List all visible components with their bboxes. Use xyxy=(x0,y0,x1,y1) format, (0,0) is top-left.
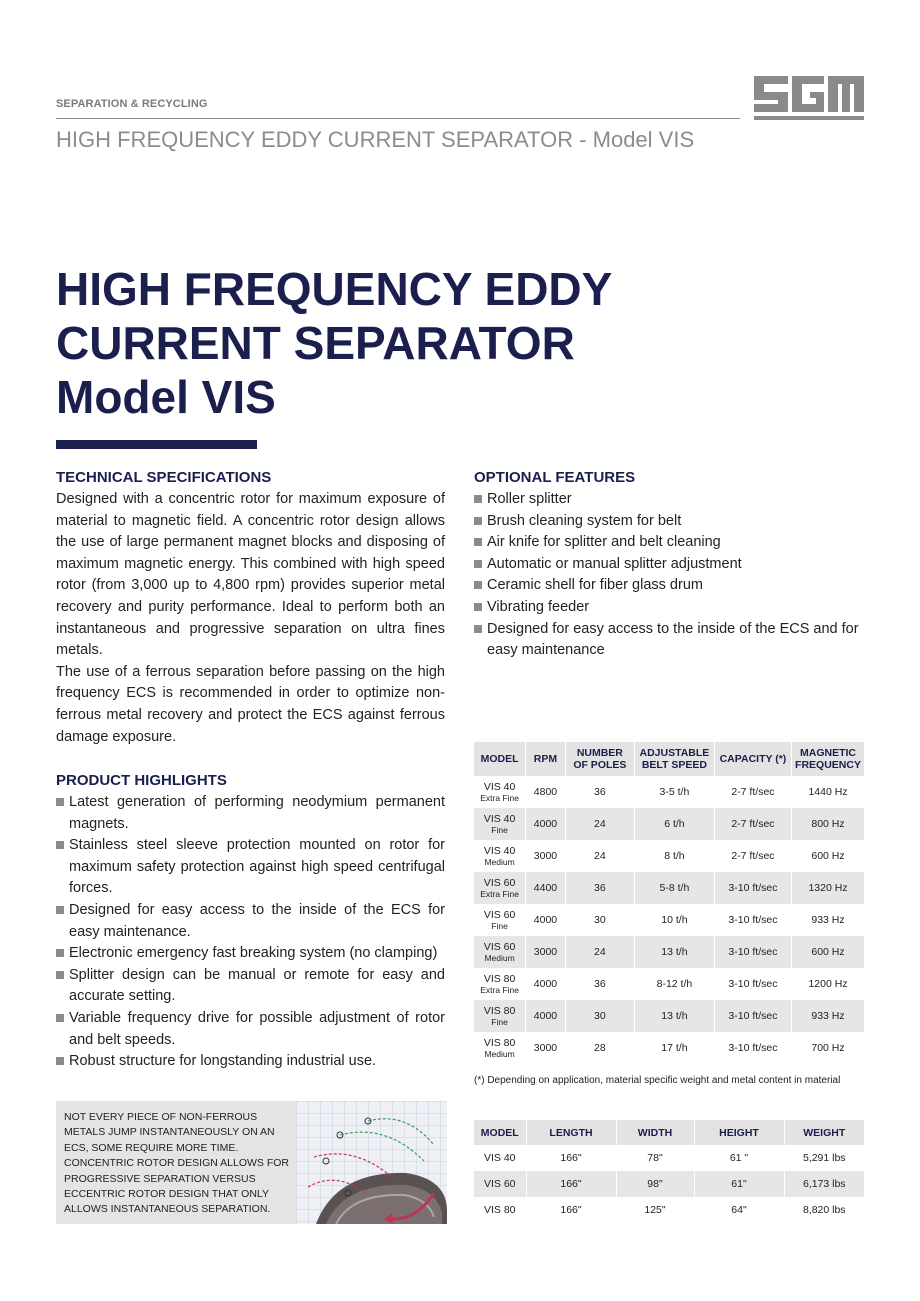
cell-rpm: 3000 xyxy=(526,1032,566,1064)
cell-poles: 30 xyxy=(565,904,634,936)
cell-frequency: 933 Hz xyxy=(792,904,864,936)
col-header-height: HEIGHT xyxy=(694,1120,784,1145)
cell-model: VIS 60 xyxy=(474,1171,526,1197)
list-item: Splitter design can be manual or remote for easy and accurate setting. xyxy=(56,965,445,1008)
table-row xyxy=(474,808,864,840)
cell-poles: 36 xyxy=(565,968,634,1000)
cell-capacity: 3-10 ft/sec xyxy=(714,936,791,968)
bullet-square-icon xyxy=(56,841,64,849)
bullet-square-icon xyxy=(56,906,64,914)
highlights-list xyxy=(56,792,445,1073)
sgm-logo xyxy=(754,74,866,122)
technical-text xyxy=(56,489,445,748)
bullet-square-icon xyxy=(474,603,482,611)
cell-model: VIS 80 Extra Fine xyxy=(480,972,519,995)
cell-model: VIS 40 Fine xyxy=(474,808,526,840)
bullet-square-icon xyxy=(474,625,482,633)
technical-para-2: The use of a ferrous separation before passing on the high frequency ECS is recommended in order to optimize non-ferrous metal recovery and protect the ECS against ferrous damage exposure. xyxy=(56,663,445,745)
col-header-belt-speed: ADJUSTABLE BELT SPEED xyxy=(634,742,714,776)
cell-width: 78" xyxy=(616,1145,694,1171)
cell-frequency: 933 Hz xyxy=(792,1000,864,1032)
section-category: SEPARATION & RECYCLING xyxy=(56,98,208,110)
cell-model: VIS 40 Extra Fine xyxy=(480,780,519,803)
cell-length: 166" xyxy=(526,1171,616,1197)
cell-poles: 36 xyxy=(565,776,634,808)
dimensions-table xyxy=(474,1120,864,1223)
list-item: Designed for easy access to the inside of the ECS and for easy maintenance xyxy=(474,619,866,662)
col-header-width: WIDTH xyxy=(616,1120,694,1145)
bullet-square-icon xyxy=(56,971,64,979)
cell-capacity: 3-10 ft/sec xyxy=(714,968,791,1000)
cell-belt-speed: 8-12 t/h xyxy=(634,968,714,1000)
cell-frequency: 800 Hz xyxy=(792,808,864,840)
cell-belt-speed: 17 t/h xyxy=(634,1032,714,1064)
highlights-heading: PRODUCT HIGHLIGHTS xyxy=(56,772,227,789)
col-header-model: MODEL xyxy=(474,742,526,776)
table-row xyxy=(474,840,864,872)
table-row xyxy=(474,776,864,808)
bullet-square-icon xyxy=(56,1014,64,1022)
table-row xyxy=(474,1000,864,1032)
cell-belt-speed: 13 t/h xyxy=(634,1000,714,1032)
cell-rpm: 4000 xyxy=(526,904,566,936)
cell-weight: 8,820 lbs xyxy=(784,1197,864,1223)
optional-list xyxy=(474,489,866,662)
list-item: Stainless steel sleeve protection mounted on rotor for maximum safety protection against high speed centrifugal forces. xyxy=(56,835,445,900)
list-item: Latest generation of performing neodymium permanent magnets. xyxy=(56,792,445,835)
cell-rpm: 4400 xyxy=(526,872,566,904)
cell-model: VIS 60 Fine xyxy=(483,908,516,931)
list-item: Electronic emergency fast breaking system (no clamping) xyxy=(56,943,445,965)
list-item: Variable frequency drive for possible adjustment of rotor and belt speeds. xyxy=(56,1008,445,1051)
cell-rpm: 3000 xyxy=(526,936,566,968)
cell-belt-speed: 8 t/h xyxy=(634,840,714,872)
col-header-capacity: CAPACITY (*) xyxy=(714,742,791,776)
cell-frequency: 600 Hz xyxy=(792,936,864,968)
title-line-3: Model VIS xyxy=(56,371,276,423)
cell-poles: 36 xyxy=(565,872,634,904)
cell-poles: 24 xyxy=(565,936,634,968)
title-line-2: CURRENT SEPARATOR xyxy=(56,317,575,369)
cell-model: VIS 40 Medium xyxy=(483,844,516,867)
cell-belt-speed: 5-8 t/h xyxy=(634,872,714,904)
cell-poles: 24 xyxy=(565,808,634,840)
cell-height: 61 " xyxy=(694,1145,784,1171)
list-item: Brush cleaning system for belt xyxy=(474,511,866,533)
list-item: Designed for easy access to the inside of the ECS for easy maintenance. xyxy=(56,900,445,943)
table-row xyxy=(474,936,864,968)
cell-capacity: 2-7 ft/sec xyxy=(714,808,791,840)
table-row xyxy=(474,1032,864,1064)
separation-diagram-image xyxy=(296,1101,447,1224)
cell-belt-speed: 10 t/h xyxy=(634,904,714,936)
title-underline xyxy=(56,440,257,449)
table-row xyxy=(474,1197,864,1223)
cell-frequency: 700 Hz xyxy=(792,1032,864,1064)
list-item: Roller splitter xyxy=(474,489,866,511)
cell-rpm: 4800 xyxy=(526,776,566,808)
cell-frequency: 1440 Hz xyxy=(792,776,864,808)
col-header-poles: NUMBER OF POLES xyxy=(565,742,634,776)
cell-weight: 5,291 lbs xyxy=(784,1145,864,1171)
cell-model: VIS 60 Extra Fine xyxy=(474,872,526,904)
capacity-footnote: (*) Depending on application, material specific weight and metal content in material xyxy=(474,1075,841,1086)
cell-poles: 24 xyxy=(565,840,634,872)
cell-width: 98" xyxy=(616,1171,694,1197)
bullet-square-icon xyxy=(56,1057,64,1065)
header-divider xyxy=(56,118,740,119)
callout-text: NOT EVERY PIECE OF NON-FERROUS METALS JUMP INSTANTANEOUSLY ON AN ECS, SOME REQUIRE MORE TIME. CONCENTRIC ROTOR DESIGN ALLOWS FOR PROGRESSIVE SEPARATION VERSUS ECCENTRIC ROTOR DESIGN THAT ONLY ALLOWS INSTANTANEOUS SEPARATION. xyxy=(64,1111,289,1216)
bullet-square-icon xyxy=(474,581,482,589)
col-header-frequency: MAGNETIC FREQUENCY xyxy=(792,742,864,776)
cell-height: 61" xyxy=(694,1171,784,1197)
list-item: Vibrating feeder xyxy=(474,597,866,619)
cell-rpm: 3000 xyxy=(526,840,566,872)
cell-belt-speed: 3-5 t/h xyxy=(634,776,714,808)
list-item: Ceramic shell for fiber glass drum xyxy=(474,575,866,597)
dim-header-row xyxy=(474,1120,864,1145)
cell-height: 64" xyxy=(694,1197,784,1223)
cell-width: 125" xyxy=(616,1197,694,1223)
cell-model: VIS 80 xyxy=(483,1204,516,1216)
cell-frequency: 1200 Hz xyxy=(792,968,864,1000)
bullet-square-icon xyxy=(474,538,482,546)
bullet-square-icon xyxy=(56,949,64,957)
cell-model: VIS 60 Medium xyxy=(474,936,526,968)
cell-rpm: 4000 xyxy=(526,1000,566,1032)
spec-header-row xyxy=(474,742,864,776)
table-row xyxy=(474,968,864,1000)
cell-length: 166" xyxy=(526,1145,616,1171)
cell-belt-speed: 13 t/h xyxy=(634,936,714,968)
list-item: Robust structure for longstanding industrial use. xyxy=(56,1051,445,1073)
table-row xyxy=(474,872,864,904)
cell-model: VIS 80 Fine xyxy=(474,1000,526,1032)
bullet-square-icon xyxy=(56,798,64,806)
cell-frequency: 600 Hz xyxy=(792,840,864,872)
table-row xyxy=(474,1145,864,1171)
cell-capacity: 2-7 ft/sec xyxy=(714,840,791,872)
cell-length: 166" xyxy=(526,1197,616,1223)
bullet-square-icon xyxy=(474,517,482,525)
cell-capacity: 2-7 ft/sec xyxy=(714,776,791,808)
title-line-1: HIGH FREQUENCY EDDY xyxy=(56,263,613,315)
col-header-rpm: RPM xyxy=(526,742,566,776)
cell-model: VIS 80 Medium xyxy=(483,1036,516,1059)
cell-rpm: 4000 xyxy=(526,808,566,840)
page-title xyxy=(56,262,656,424)
cell-poles: 28 xyxy=(565,1032,634,1064)
col-header-model: MODEL xyxy=(474,1120,526,1145)
cell-capacity: 3-10 ft/sec xyxy=(714,872,791,904)
col-header-length: LENGTH xyxy=(526,1120,616,1145)
col-header-weight: WEIGHT xyxy=(784,1120,864,1145)
bullet-square-icon xyxy=(474,560,482,568)
cell-frequency: 1320 Hz xyxy=(792,872,864,904)
bullet-square-icon xyxy=(474,495,482,503)
table-row xyxy=(474,1171,864,1197)
header-subtitle: HIGH FREQUENCY EDDY CURRENT SEPARATOR - Model VIS xyxy=(56,127,695,152)
technical-heading: TECHNICAL SPECIFICATIONS xyxy=(56,469,272,486)
optional-heading: OPTIONAL FEATURES xyxy=(474,469,636,486)
spec-table xyxy=(474,742,864,1064)
cell-model: VIS 40 xyxy=(483,1152,516,1164)
cell-capacity: 3-10 ft/sec xyxy=(714,904,791,936)
technical-para-1: Designed with a concentric rotor for maximum exposure of material to magnetic field. A concentric rotor design allows the use of large permanent magnet blocks and disposing of maximum magnetic energy. This combined with high speed rotor (from 3,000 up to 4,800 rpm) provides superior metal recovery and purity performance. Ideal to perform both an instantaneous and progressive separation on ultra fines metals. xyxy=(56,491,445,659)
cell-belt-speed: 6 t/h xyxy=(634,808,714,840)
cell-capacity: 3-10 ft/sec xyxy=(714,1032,791,1064)
cell-capacity: 3-10 ft/sec xyxy=(714,1000,791,1032)
cell-weight: 6,173 lbs xyxy=(784,1171,864,1197)
cell-poles: 30 xyxy=(565,1000,634,1032)
cell-rpm: 4000 xyxy=(526,968,566,1000)
list-item: Automatic or manual splitter adjustment xyxy=(474,554,866,576)
table-row xyxy=(474,904,864,936)
list-item: Air knife for splitter and belt cleaning xyxy=(474,532,866,554)
